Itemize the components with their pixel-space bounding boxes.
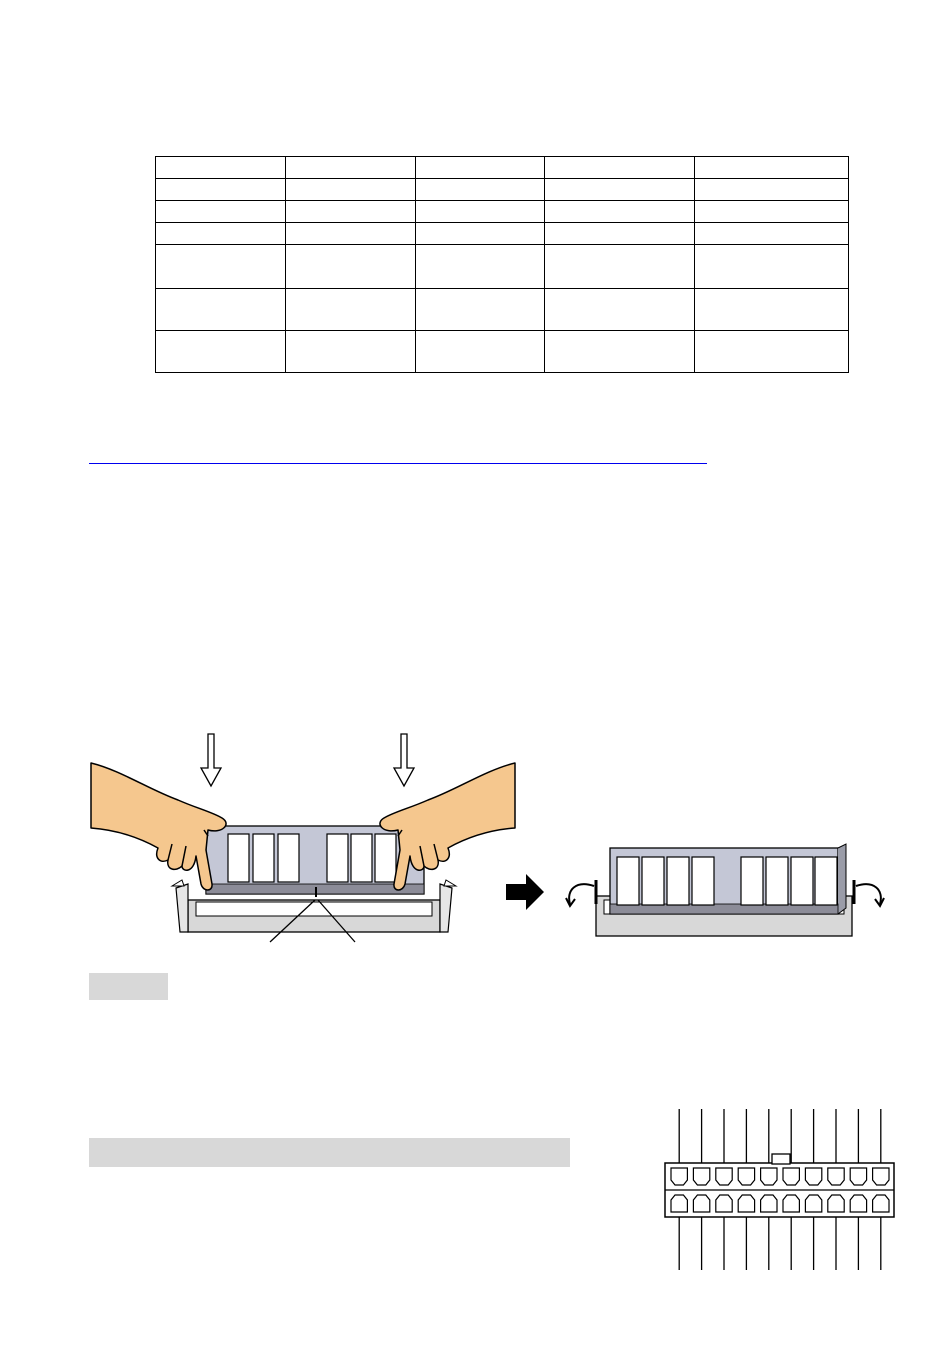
connector-pin xyxy=(693,1168,709,1185)
connector-pin xyxy=(873,1168,889,1185)
connector-pin xyxy=(738,1195,754,1212)
connector-pin xyxy=(761,1168,777,1185)
connector-pin xyxy=(671,1195,687,1212)
connector-pin xyxy=(850,1168,866,1185)
connector-pin xyxy=(671,1168,687,1185)
connector-pin xyxy=(850,1195,866,1212)
connector-pin xyxy=(805,1168,821,1185)
connector-pin xyxy=(805,1195,821,1212)
connector-pin xyxy=(828,1168,844,1185)
connector-pin xyxy=(783,1168,799,1185)
connector-pin xyxy=(716,1168,732,1185)
connector-pin xyxy=(716,1195,732,1212)
connector-pin xyxy=(693,1195,709,1212)
connector-pin xyxy=(783,1195,799,1212)
connector-pin xyxy=(828,1195,844,1212)
connector-pin xyxy=(761,1195,777,1212)
connector-pin xyxy=(873,1195,889,1212)
connector-pin xyxy=(738,1168,754,1185)
